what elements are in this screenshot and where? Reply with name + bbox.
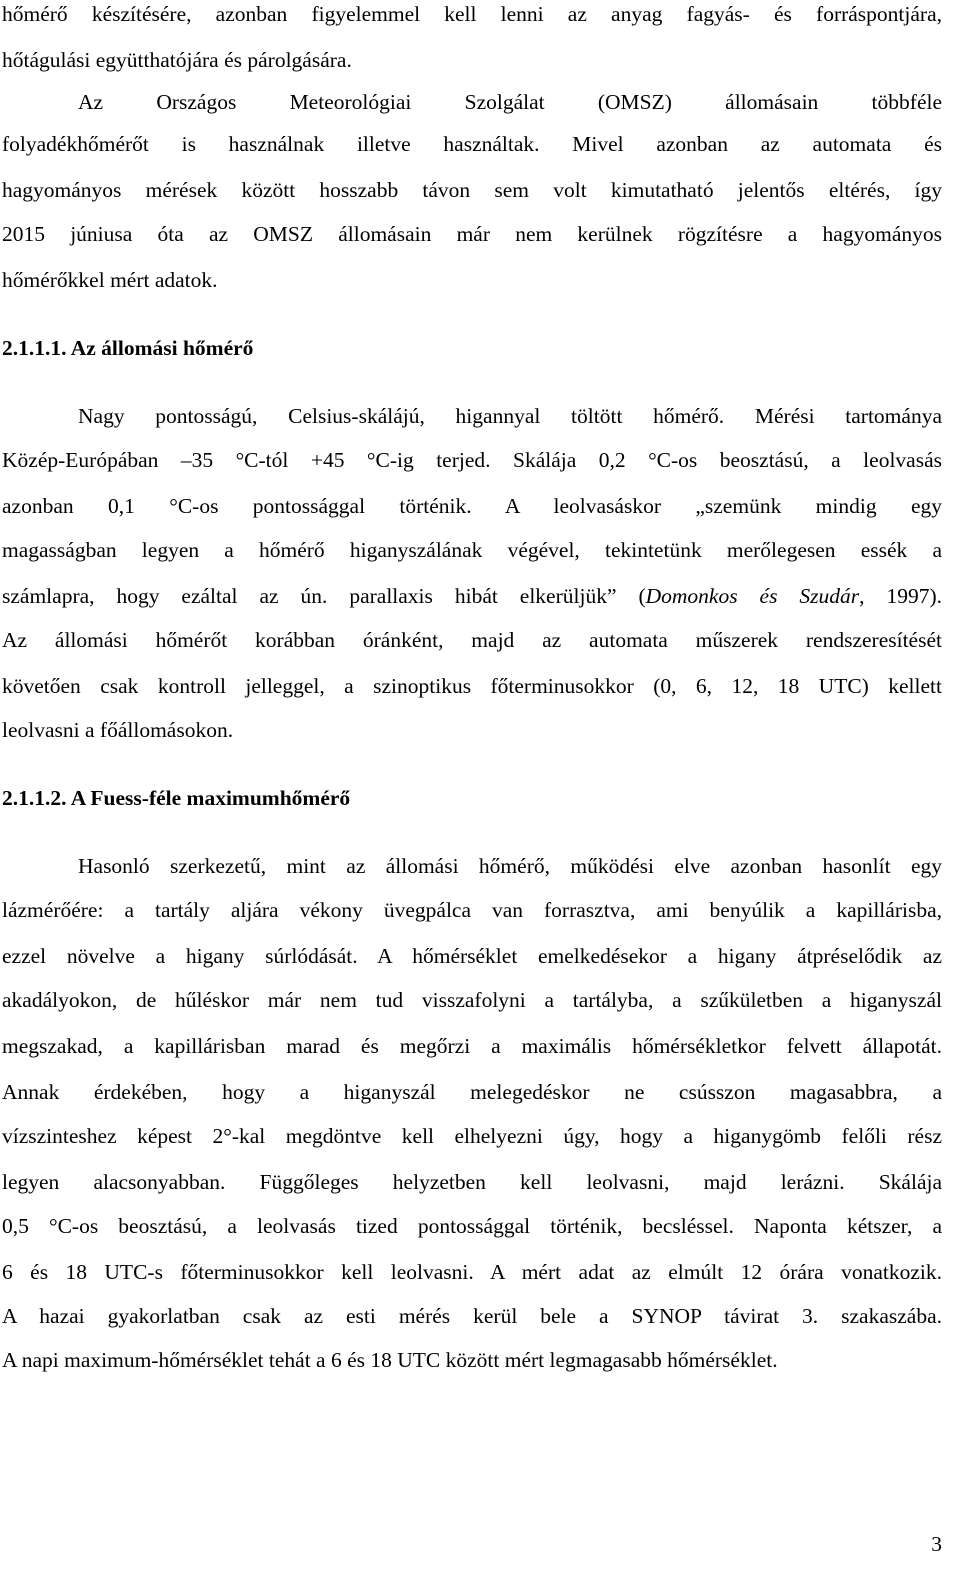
- paragraph-line: követően csak kontroll jelleggel, a szinoptikus főterminusokkor (0, 6, 12, 18 UTC) kellett: [2, 674, 942, 698]
- paragraph-line: magasságban legyen a hőmérő higanyszálának végével, tekintetünk merőlegesen essék a: [2, 538, 942, 562]
- paragraph-text: számlapra, hogy ezáltal az ún. parallaxis hibát elkerüljük” (: [2, 584, 646, 608]
- section-number: 2.1.1.2.: [2, 786, 67, 810]
- section-number: 2.1.1.1.: [2, 336, 67, 360]
- section-title: A Fuess-féle maximumhőmérő: [70, 786, 351, 810]
- citation-authors: Domonkos és Szudár: [645, 584, 860, 608]
- paragraph-line: [2, 582, 942, 610]
- section-heading: [2, 784, 942, 812]
- paragraph-line: 0,5 °C-os beosztású, a leolvasás tized pontossággal történik, becsléssel. Naponta kétszer, a: [2, 1214, 942, 1238]
- section-title: Az állomási hőmérő: [70, 336, 254, 360]
- paragraph-line: ezzel növelve a higany súrlódását. A hőmérséklet emelkedésekor a higany átpréselődik az: [2, 944, 942, 968]
- paragraph-line: hőmérőkkel mért adatok.: [2, 268, 218, 292]
- paragraph-line: 2015 júniusa óta az OMSZ állomásain már nem kerülnek rögzítésre a hagyományos: [2, 222, 942, 246]
- paragraph-line: Nagy pontosságú, Celsius-skálájú, higannyal töltött hőmérő. Mérési tartománya: [78, 404, 942, 428]
- paragraph-line: folyadékhőmérőt is használnak illetve használtak. Mivel azonban az automata és: [2, 132, 942, 156]
- paragraph-line: Közép-Európában –35 °C-tól +45 °C-ig terjed. Skálája 0,2 °C-os beosztású, a leolvasás: [2, 448, 942, 472]
- citation-year: , 1997).: [859, 584, 942, 608]
- paragraph-line: azonban 0,1 °C-os pontossággal történik. A leolvasáskor „szemünk mindig egy: [2, 494, 942, 518]
- paragraph-line: Az Országos Meteorológiai Szolgálat (OMSZ) állomásain többféle: [78, 90, 942, 114]
- paragraph-line: hagyományos mérések között hosszabb távon sem volt kimutatható jelentős eltérés, így: [2, 178, 942, 202]
- section-heading: [2, 334, 942, 362]
- paragraph-line: megszakad, a kapillárisban marad és megőrzi a maximális hőmérsékletkor felvett állapotát.: [2, 1034, 942, 1058]
- paragraph-line: A hazai gyakorlatban csak az esti mérés kerül bele a SYNOP távirat 3. szakaszába.: [2, 1304, 942, 1328]
- paragraph-line: hőtágulási együtthatójára és párolgására.: [2, 48, 352, 72]
- paragraph-line: legyen alacsonyabban. Függőleges helyzetben kell leolvasni, majd lerázni. Skálája: [2, 1170, 942, 1194]
- paragraph-line: Annak érdekében, hogy a higanyszál melegedéskor ne csússzon magasabbra, a: [2, 1080, 942, 1104]
- paragraph-line: leolvasni a főállomásokon.: [2, 718, 234, 742]
- paragraph-line: vízszinteshez képest 2°-kal megdöntve kell elhelyezni úgy, hogy a higanygömb felőli rész: [2, 1124, 942, 1148]
- page-number: 3: [931, 1532, 942, 1556]
- paragraph-line: Az állomási hőmérőt korábban óránként, majd az automata műszerek rendszeresítését: [2, 628, 942, 652]
- paragraph-line: 6 és 18 UTC-s főterminusokkor kell leolvasni. A mért adat az elmúlt 12 órára vonatkozik.: [2, 1260, 942, 1284]
- paragraph-line: Hasonló szerkezetű, mint az állomási hőmérő, működési elve azonban hasonlít egy: [78, 854, 942, 878]
- paragraph-line: akadályokon, de hűléskor már nem tud visszafolyni a tartályba, a szűkületben a higanyszál: [2, 988, 942, 1012]
- paragraph-line: lázmérőére: a tartály aljára vékony üvegpálca van forrasztva, ami benyúlik a kapillárisba,: [2, 898, 942, 922]
- paragraph-line: hőmérő készítésére, azonban figyelemmel kell lenni az anyag fagyás- és forráspontjára,: [2, 2, 942, 26]
- paragraph-line: A napi maximum-hőmérséklet tehát a 6 és 18 UTC között mért legmagasabb hőmérséklet.: [2, 1348, 778, 1372]
